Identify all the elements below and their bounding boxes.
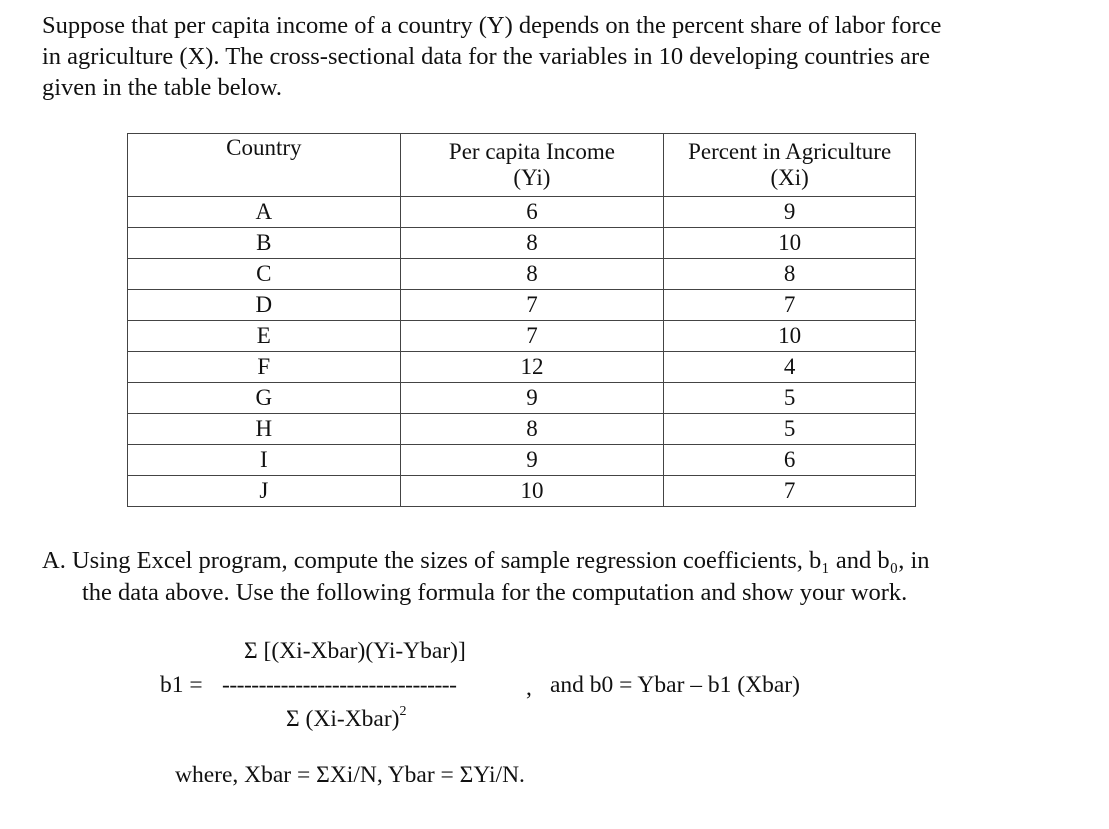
formula-b0-equation: and b0 = Ybar – b1 (Xbar) bbox=[550, 672, 800, 698]
cell-country: D bbox=[128, 290, 401, 321]
table-row bbox=[128, 476, 916, 507]
formula-comma: , bbox=[526, 675, 532, 701]
cell-income: 8 bbox=[400, 259, 664, 290]
formula-numerator: Σ [(Xi-Xbar)(Yi-Ybar)] bbox=[244, 638, 466, 664]
cell-income: 8 bbox=[400, 228, 664, 259]
denominator-base: Σ (Xi-Xbar) bbox=[286, 706, 400, 732]
intro-line-1: Suppose that per capita income of a country (Y) depends on the percent share of labor force bbox=[42, 12, 942, 39]
cell-agriculture: 9 bbox=[664, 197, 916, 228]
header-country: Country bbox=[128, 134, 401, 197]
cell-agriculture: 10 bbox=[664, 228, 916, 259]
cell-country: B bbox=[128, 228, 401, 259]
formula-denominator bbox=[286, 706, 407, 733]
table-row bbox=[128, 445, 916, 476]
cell-country: I bbox=[128, 445, 401, 476]
cell-agriculture: 8 bbox=[664, 259, 916, 290]
table-header-row bbox=[128, 134, 916, 197]
intro-line-3: given in the table below. bbox=[42, 74, 282, 101]
cell-income: 7 bbox=[400, 321, 664, 352]
cell-income: 10 bbox=[400, 476, 664, 507]
cell-agriculture: 5 bbox=[664, 383, 916, 414]
cell-country: F bbox=[128, 352, 401, 383]
table-row bbox=[128, 321, 916, 352]
cell-agriculture: 7 bbox=[664, 290, 916, 321]
cell-country: C bbox=[128, 259, 401, 290]
header-income: Per capita Income (Yi) bbox=[400, 134, 664, 197]
cell-country: J bbox=[128, 476, 401, 507]
formula-where-clause: where, Xbar = ΣXi/N, Ybar = ΣYi/N. bbox=[175, 762, 525, 788]
formula-fraction-line: -------------------------------- bbox=[222, 672, 457, 698]
cell-income: 8 bbox=[400, 414, 664, 445]
intro-line-2: in agriculture (X). The cross-sectional data for the variables in 10 developing countries are bbox=[42, 43, 931, 70]
table-row bbox=[128, 383, 916, 414]
problem-intro bbox=[42, 10, 1082, 103]
cell-income: 7 bbox=[400, 290, 664, 321]
cell-agriculture: 6 bbox=[664, 445, 916, 476]
table-row bbox=[128, 414, 916, 445]
data-table bbox=[127, 133, 916, 507]
cell-country: G bbox=[128, 383, 401, 414]
cell-income: 12 bbox=[400, 352, 664, 383]
question-line-1: A. Using Excel program, compute the sizes of sample regression coefficients, b₁ and b₀, in bbox=[42, 547, 930, 574]
cell-agriculture: 7 bbox=[664, 476, 916, 507]
cell-income: 9 bbox=[400, 383, 664, 414]
question-line-2: the data above. Use the following formula for the computation and show your work. bbox=[82, 579, 908, 606]
table-row bbox=[128, 290, 916, 321]
table-row bbox=[128, 259, 916, 290]
cell-country: E bbox=[128, 321, 401, 352]
denominator-exponent: 2 bbox=[399, 704, 407, 720]
formula-b1-label: b1 = bbox=[160, 672, 203, 698]
cell-country: A bbox=[128, 197, 401, 228]
cell-agriculture: 4 bbox=[664, 352, 916, 383]
table-row bbox=[128, 352, 916, 383]
cell-income: 6 bbox=[400, 197, 664, 228]
cell-income: 9 bbox=[400, 445, 664, 476]
question-a bbox=[42, 545, 1102, 609]
table-row bbox=[128, 228, 916, 259]
header-agriculture: Percent in Agriculture (Xi) bbox=[664, 134, 916, 197]
table-row bbox=[128, 197, 916, 228]
cell-country: H bbox=[128, 414, 401, 445]
cell-agriculture: 10 bbox=[664, 321, 916, 352]
cell-agriculture: 5 bbox=[664, 414, 916, 445]
